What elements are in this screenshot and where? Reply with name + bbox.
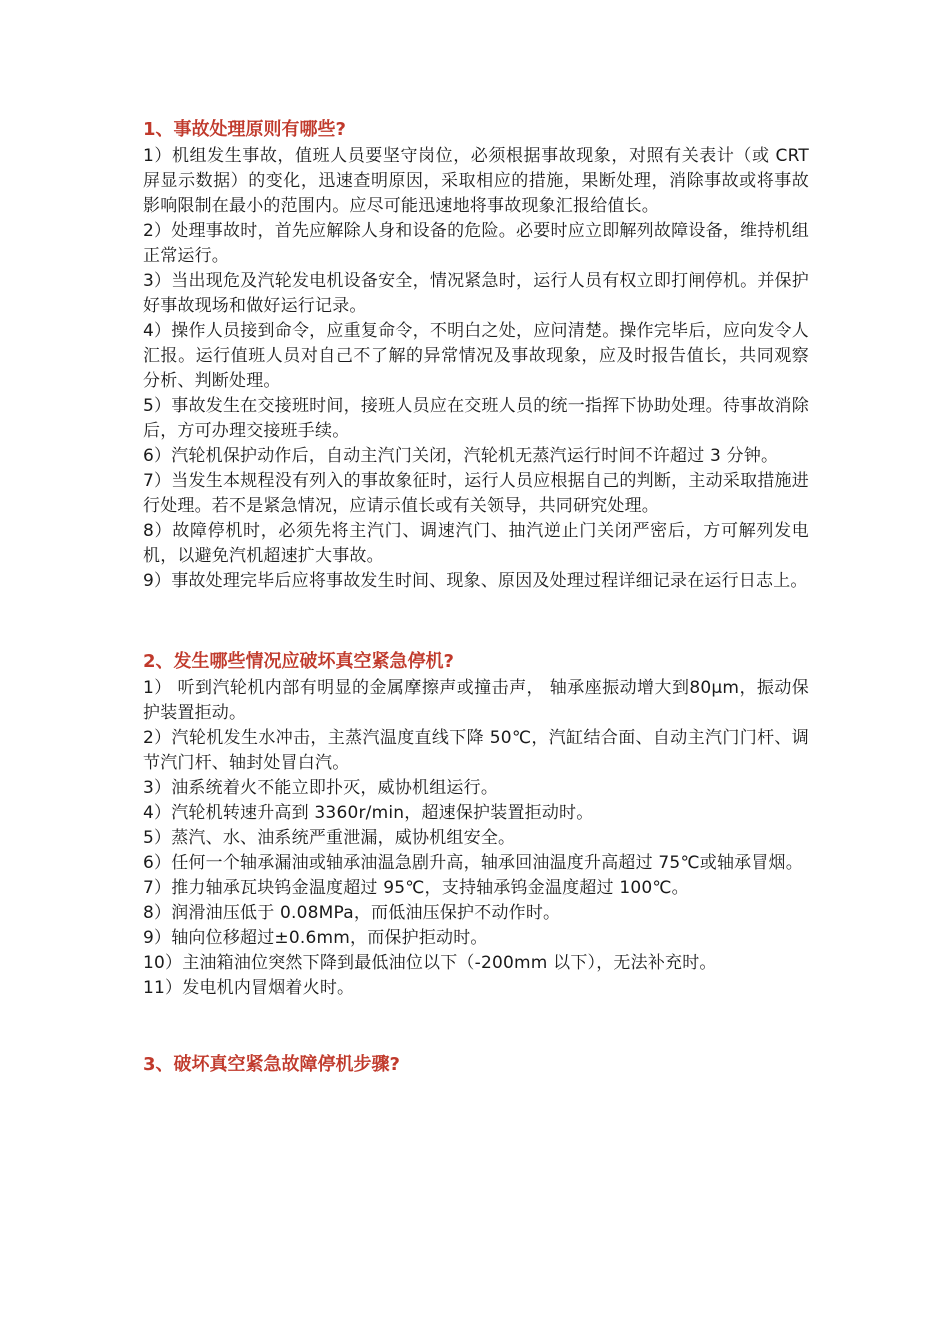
section-spacer xyxy=(143,594,809,650)
list-item: 9）轴向位移超过±0.6mm，而保护拒动时。 xyxy=(143,928,488,948)
section-emergency-shutdown-conditions xyxy=(143,650,809,1001)
section-heading: 2、发生哪些情况应破坏真空紧急停机? xyxy=(143,651,454,672)
list-item: 8）故障停机时，必须先将主汽门、调速汽门、抽汽逆止门关闭严密后，方可解列发电机，以避免汽机超速扩大事故。 xyxy=(143,521,809,566)
list-item: 6）汽轮机保护动作后，自动主汽门关闭，汽轮机无蒸汽运行时间不许超过 3 分钟。 xyxy=(143,446,779,466)
list-item: 5）事故发生在交接班时间，接班人员应在交班人员的统一指挥下协助处理。待事故消除后，方可办理交接班手续。 xyxy=(143,396,809,441)
list-item: 4）汽轮机转速升高到 3360r/min，超速保护装置拒动时。 xyxy=(143,803,594,823)
list-item: 2）处理事故时，首先应解除人身和设备的危险。必要时应立即解列故障设备，维持机组正常运行。 xyxy=(143,221,809,266)
list-item: 2）汽轮机发生水冲击，主蒸汽温度直线下降 50℃，汽缸结合面、自动主汽门门杆、调节汽门杆、轴封处冒白汽。 xyxy=(143,728,809,773)
list-item: 3）油系统着火不能立即扑灭，威协机组运行。 xyxy=(143,778,499,798)
list-item: 7）推力轴承瓦块钨金温度超过 95℃，支持轴承钨金温度超过 100℃。 xyxy=(143,878,689,898)
section-heading: 3、破坏真空紧急故障停机步骤? xyxy=(143,1054,400,1075)
list-item: 1） 听到汽轮机内部有明显的金属摩擦声或撞击声， 轴承座振动增大到80μm，振动保护装置拒动。 xyxy=(143,678,809,723)
section-accident-principles xyxy=(143,118,809,594)
section-spacer xyxy=(143,1001,809,1053)
list-item: 1）机组发生事故，值班人员要坚守岗位，必须根据事故现象，对照有关表计（或 CRT 屏显示数据）的变化，迅速查明原因，采取相应的措施，果断处理，消除事故或将事故影响限制在最小的范围内。应尽可能迅速地将事故现象汇报给值长。 xyxy=(143,146,809,216)
list-item: 3）当出现危及汽轮发电机设备安全，情况紧急时，运行人员有权立即打闸停机。并保护好事故现场和做好运行记录。 xyxy=(143,271,809,316)
list-item: 10）主油箱油位突然下降到最低油位以下（-200mm 以下），无法补充时。 xyxy=(143,953,717,973)
list-item: 9）事故处理完毕后应将事故发生时间、现象、原因及处理过程详细记录在运行日志上。 xyxy=(143,571,808,591)
section-heading: 1、事故处理原则有哪些? xyxy=(143,119,346,140)
list-item: 6）任何一个轴承漏油或轴承油温急剧升高，轴承回油温度升高超过 75℃或轴承冒烟。 xyxy=(143,853,803,873)
document-page xyxy=(143,118,809,1079)
list-item: 8）润滑油压低于 0.08MPa，而低油压保护不动作时。 xyxy=(143,903,561,923)
list-item: 11）发电机内冒烟着火时。 xyxy=(143,978,355,998)
list-item: 4）操作人员接到命令，应重复命令，不明白之处，应问清楚。操作完毕后，应向发令人汇报。运行值班人员对自己不了解的异常情况及事故现象，应及时报告值长，共同观察分析、判断处理。 xyxy=(143,321,809,391)
list-item: 5）蒸汽、水、油系统严重泄漏，威协机组安全。 xyxy=(143,828,516,848)
section-shutdown-steps xyxy=(143,1053,809,1077)
list-item: 7）当发生本规程没有列入的事故象征时，运行人员应根据自己的判断，主动采取措施进行处理。若不是紧急情况，应请示值长或有关领导，共同研究处理。 xyxy=(143,471,809,516)
